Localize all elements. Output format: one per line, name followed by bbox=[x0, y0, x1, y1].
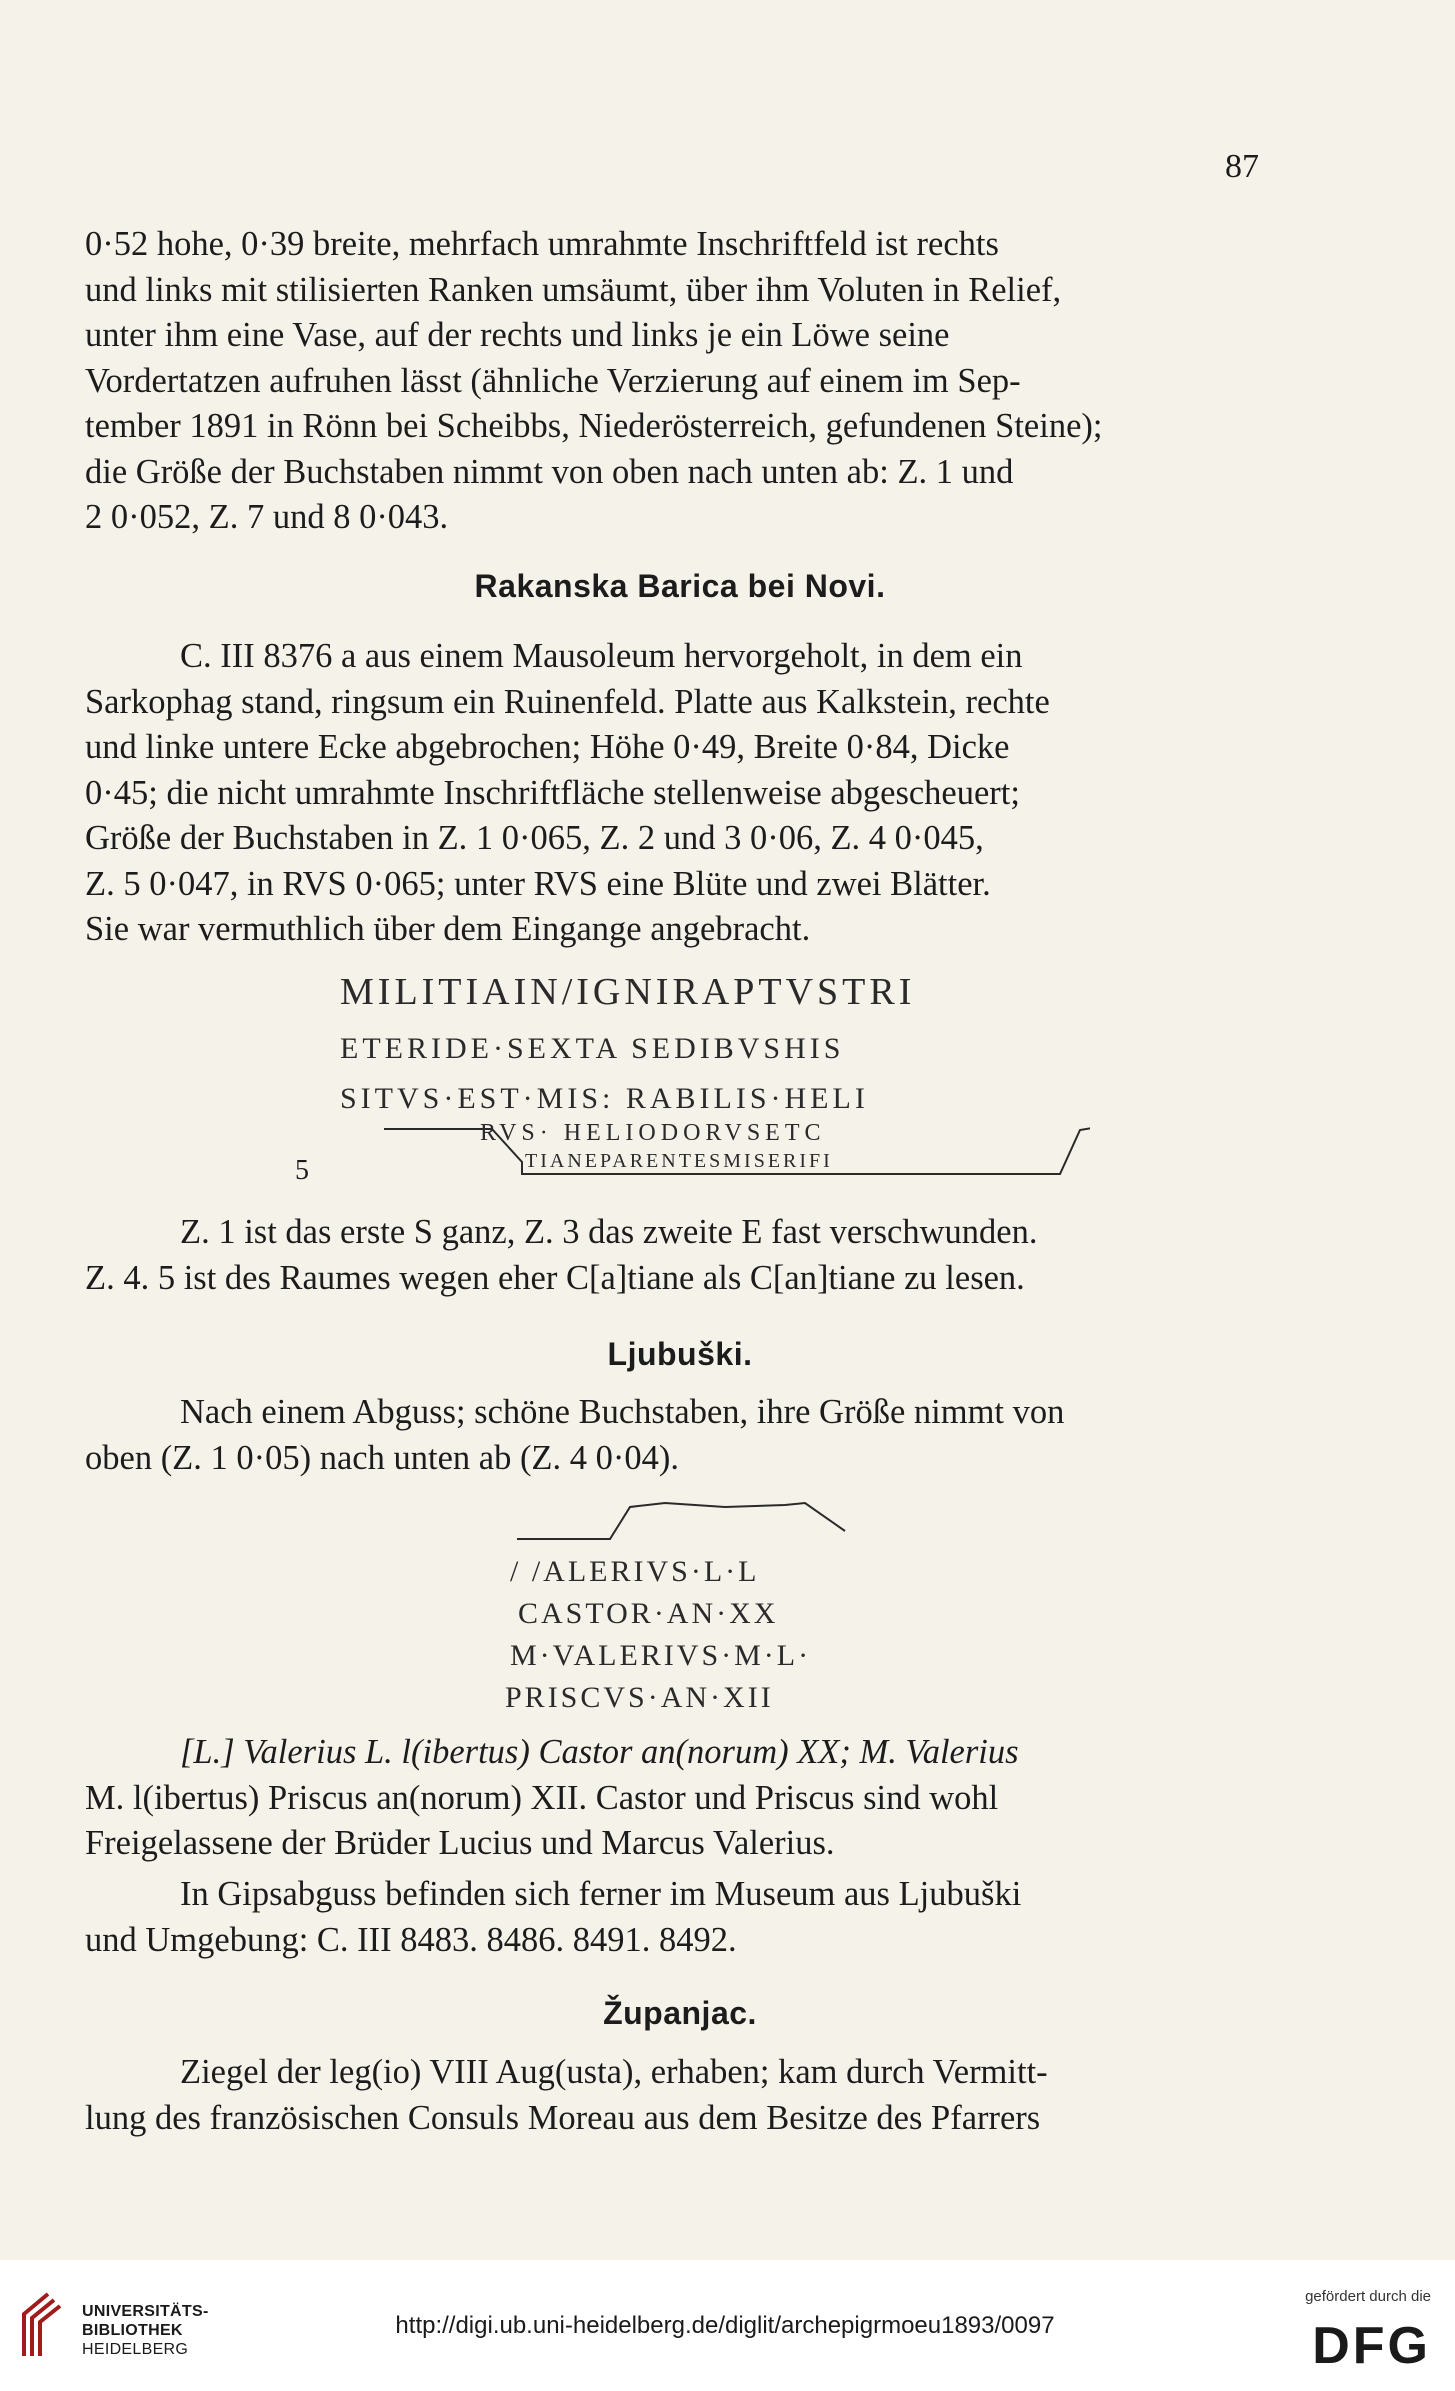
text-line: 0·45; die nicht umrahmte Inschriftfläche stellenweise abgescheuert; bbox=[85, 773, 1020, 812]
inscription-line: CASTOR·AN·XX bbox=[518, 1597, 779, 1630]
text-line bbox=[85, 1730, 1275, 1776]
library-logo-icon bbox=[18, 2290, 66, 2360]
text-line: und links mit stilisierten Ranken umsäumt, über ihm Voluten in Relief, bbox=[85, 270, 1062, 309]
text-line: Sarkophag stand, ringsum ein Ruinenfeld. Platte aus Kalkstein, rechte bbox=[85, 682, 1050, 721]
section-heading-rakanska: Rakanska Barica bei Novi. bbox=[474, 568, 886, 604]
text-line: Z. 1 ist das erste S ganz, Z. 3 das zweite E fast verschwunden. bbox=[180, 1213, 1038, 1251]
inscription-line: MILITIAIN/IGNIRAPTVSTRI bbox=[340, 971, 916, 1013]
footer-bar bbox=[0, 2260, 1455, 2391]
inscription-line: M·VALERIVS·M·L· bbox=[510, 1639, 812, 1672]
text-line: oben (Z. 1 0·05) nach unten ab (Z. 4 0·04). bbox=[85, 1438, 679, 1477]
dfg-logo: DFG bbox=[1312, 2317, 1431, 2375]
paragraph-3 bbox=[85, 1210, 1275, 1301]
paragraph-4 bbox=[85, 1390, 1275, 1481]
library-name-line: HEIDELBERG bbox=[82, 2341, 189, 2358]
text-line: 2 0·052, Z. 7 und 8 0·043. bbox=[85, 498, 449, 536]
text-line: und Umgebung: C. III 8483. 8486. 8491. 8492. bbox=[85, 1920, 737, 1959]
text-line: Größe der Buchstaben in Z. 1 0·065, Z. 2 und 3 0·06, Z. 4 0·045, bbox=[85, 819, 984, 857]
text-line: Sie war vermuthlich über dem Eingange angebracht. bbox=[85, 910, 811, 948]
inscription-line: RVS· HELIODORVSETC bbox=[480, 1120, 826, 1146]
text-line: C. III 8376 a aus einem Mausoleum hervorgeholt, in dem ein bbox=[180, 637, 1023, 675]
text-line: Z. 5 0·047, in RVS 0·065; unter RVS eine Blüte und zwei Blätter. bbox=[85, 864, 991, 903]
italic-text: [L.] Valerius L. l(ibertus) Castor an(norum) XX; M. Valerius bbox=[180, 1733, 1019, 1771]
paragraph-1 bbox=[85, 222, 1275, 541]
text-line: die Größe der Buchstaben nimmt von oben nach unten ab: Z. 1 und bbox=[85, 452, 1014, 491]
paragraph-5 bbox=[85, 1730, 1275, 1867]
text-line: Freigelassene der Brüder Lucius und Marcus Valerius. bbox=[85, 1824, 835, 1862]
permalink-url[interactable]: http://digi.ub.uni-heidelberg.de/diglit/archepigrmoeu1893/0097 bbox=[395, 2312, 1055, 2339]
text-line: M. l(ibertus) Priscus an(norum) XII. Castor und Priscus sind wohl bbox=[85, 1778, 999, 1817]
text-line: 0·52 hohe, 0·39 breite, mehrfach umrahmte Inschriftfeld ist rechts bbox=[85, 225, 999, 263]
text-line: Z. 4. 5 ist des Raumes wegen eher C[a]tiane als C[an]tiane zu lesen. bbox=[85, 1258, 1025, 1297]
inscription-break-line bbox=[380, 1120, 1090, 1180]
inscription-line: / /ALERIVS·L·L bbox=[510, 1555, 760, 1588]
text-line: lung des französischen Consuls Moreau aus dem Besitze des Pfarrers bbox=[85, 2098, 1041, 2137]
section-heading-ljubuski: Ljubuški. bbox=[607, 1336, 753, 1372]
section-heading-zupanjac: Županjac. bbox=[603, 1995, 757, 2031]
text-line: unter ihm eine Vase, auf der rechts und links je ein Löwe seine bbox=[85, 316, 950, 354]
library-name-line: BIBLIOTHEK bbox=[82, 2322, 183, 2339]
inscription-line: PRISCVS·AN·XII bbox=[505, 1681, 774, 1714]
text-line: und linke untere Ecke abgebrochen; Höhe 0·49, Breite 0·84, Dicke bbox=[85, 728, 1010, 766]
paragraph-7 bbox=[85, 2050, 1275, 2141]
inscription-line-number: 5 bbox=[295, 1155, 309, 1186]
inscription-break-line bbox=[515, 1495, 855, 1545]
paragraph-2 bbox=[85, 634, 1275, 953]
funded-by-label: gefördert durch die bbox=[1305, 2288, 1431, 2305]
page-number: 87 bbox=[1225, 148, 1259, 185]
library-name bbox=[82, 2302, 209, 2359]
inscription-line: SITVS·EST·MIS: RABILIS·HELI bbox=[340, 1082, 869, 1115]
paragraph-6 bbox=[85, 1872, 1275, 1963]
text-line: Nach einem Abguss; schöne Buchstaben, ihre Größe nimmt von bbox=[180, 1393, 1065, 1431]
inscription-line: TIANEPARENTESMISERIFI bbox=[525, 1150, 833, 1172]
library-name-line: UNIVERSITÄTS- bbox=[82, 2303, 209, 2320]
inscription-line: ETERIDE·SEXTA SEDIBVSHIS bbox=[340, 1032, 845, 1065]
text-line: Vordertatzen aufruhen lässt (ähnliche Verzierung auf einem im Sep- bbox=[85, 361, 1021, 400]
text-line: Ziegel der leg(io) VIII Aug(usta), erhaben; kam durch Vermitt- bbox=[180, 2053, 1048, 2091]
text-line: In Gipsabguss befinden sich ferner im Museum aus Ljubuški bbox=[180, 1875, 1022, 1913]
text-line: tember 1891 in Rönn bei Scheibbs, Niederösterreich, gefundenen Steine); bbox=[85, 407, 1103, 445]
